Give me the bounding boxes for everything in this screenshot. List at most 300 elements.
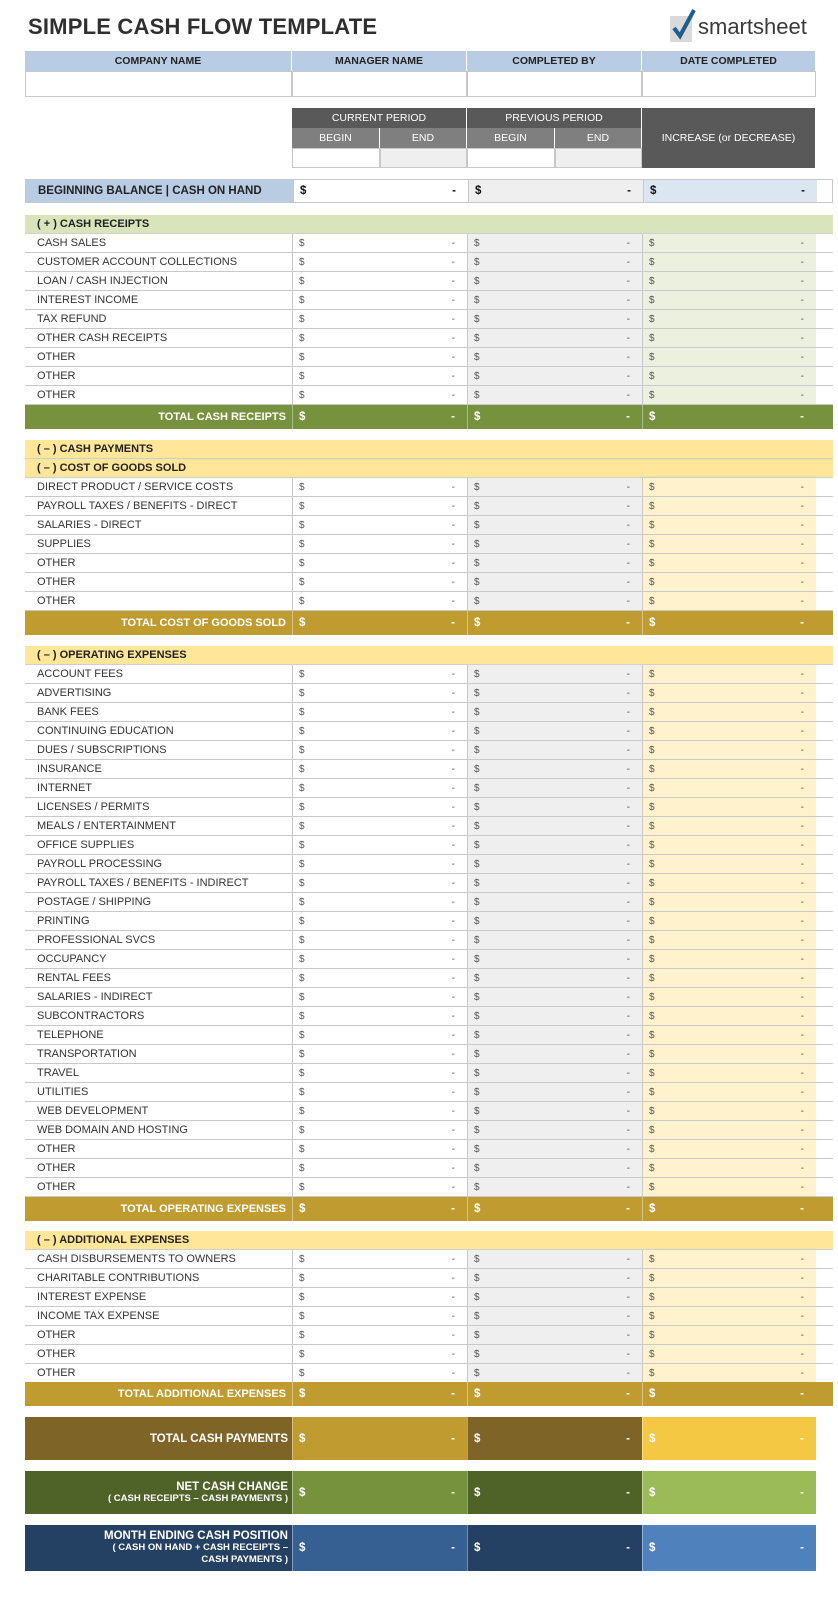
previous-value-cell[interactable] <box>467 722 642 740</box>
opex-row <box>25 1007 833 1026</box>
currency-symbol: $ <box>474 411 481 423</box>
cash-receipts-heading <box>25 215 833 234</box>
previous-value-cell[interactable] <box>467 817 642 835</box>
change-value-cell <box>642 1364 816 1382</box>
header-field-input[interactable] <box>292 71 467 97</box>
current-value-cell[interactable] <box>292 779 467 797</box>
change-value-cell <box>642 234 816 252</box>
opex-row-label: UTILITIES <box>37 1086 89 1098</box>
receipt-row-label: OTHER <box>37 370 76 382</box>
previous-value-cell[interactable] <box>467 1345 642 1363</box>
opex-row <box>25 722 833 741</box>
current-value-cell[interactable] <box>292 1045 467 1063</box>
change-value-cell <box>642 779 816 797</box>
previous-value-cell[interactable] <box>467 1307 642 1325</box>
previous-value-cell[interactable] <box>467 665 642 683</box>
previous-value-cell[interactable] <box>467 554 642 572</box>
currency-symbol: $ <box>474 1124 480 1136</box>
value-dash: - <box>626 953 630 965</box>
opex-row <box>25 703 833 722</box>
currency-symbol: $ <box>474 687 480 699</box>
currency-symbol: $ <box>649 538 655 550</box>
value-dash: - <box>800 617 804 629</box>
current-value-cell[interactable] <box>292 348 467 366</box>
currency-symbol: $ <box>299 1010 305 1022</box>
opex-row-label: LICENSES / PERMITS <box>37 801 150 813</box>
previous-month-ending-cash-row-cell <box>467 1525 642 1571</box>
currency-symbol: $ <box>474 1388 481 1400</box>
previous-value-cell[interactable] <box>467 1140 642 1158</box>
currency-symbol: $ <box>649 617 656 629</box>
currency-symbol: $ <box>649 332 655 344</box>
previous-value-cell[interactable] <box>467 988 642 1006</box>
currency-symbol: $ <box>649 687 655 699</box>
current-value-cell[interactable] <box>292 1026 467 1044</box>
change-value-cell <box>642 1083 816 1101</box>
previous-period-header: PREVIOUS PERIOD <box>467 108 642 128</box>
current-value-cell[interactable] <box>292 855 467 873</box>
current-value-cell[interactable] <box>292 272 467 290</box>
period-date-input[interactable] <box>555 148 642 168</box>
previous-value-cell[interactable] <box>467 950 642 968</box>
previous-value-cell[interactable] <box>467 1269 642 1287</box>
value-dash: - <box>451 1086 455 1098</box>
currency-symbol: $ <box>474 972 480 984</box>
currency-symbol: $ <box>299 820 305 832</box>
change-value-cell <box>642 367 816 385</box>
current-value-cell[interactable] <box>292 516 467 534</box>
currency-symbol: $ <box>474 1203 481 1215</box>
opex-row <box>25 1045 833 1064</box>
current-value-cell[interactable] <box>292 817 467 835</box>
currency-symbol: $ <box>299 1329 305 1341</box>
additional-row <box>25 1345 833 1364</box>
current-value-cell[interactable] <box>292 1007 467 1025</box>
beginning-balance-current[interactable] <box>293 180 468 202</box>
value-dash: - <box>626 557 630 569</box>
change-value-cell <box>642 855 816 873</box>
change-value-cell <box>642 348 816 366</box>
previous-value-cell[interactable] <box>467 592 642 610</box>
current-value-cell[interactable] <box>292 291 467 309</box>
current-value-cell[interactable] <box>292 1083 467 1101</box>
previous-value-cell[interactable] <box>467 386 642 404</box>
current-value-cell[interactable] <box>292 703 467 721</box>
previous-value-cell[interactable] <box>467 1159 642 1177</box>
current-value-cell[interactable] <box>292 310 467 328</box>
value-dash: - <box>451 744 455 756</box>
change-value-cell <box>642 760 816 778</box>
value-dash: - <box>451 595 455 607</box>
current-total-cell <box>292 1197 467 1221</box>
receipt-row-label: CUSTOMER ACCOUNT COLLECTIONS <box>37 256 238 268</box>
total-additional-row-label: TOTAL ADDITIONAL EXPENSES <box>117 1388 286 1400</box>
currency-symbol: $ <box>649 668 655 680</box>
current-value-cell[interactable] <box>292 684 467 702</box>
total-cash-receipts-row <box>25 405 833 429</box>
total-cash-payments-row <box>25 1417 833 1460</box>
value-dash: - <box>451 820 455 832</box>
value-dash: - <box>626 275 630 287</box>
current-value-cell[interactable] <box>292 1345 467 1363</box>
previous-value-cell[interactable] <box>467 1007 642 1025</box>
additional-row <box>25 1288 833 1307</box>
value-dash: - <box>451 1388 455 1400</box>
current-value-cell[interactable] <box>292 893 467 911</box>
value-dash: - <box>800 668 804 680</box>
current-value-cell[interactable] <box>292 1250 467 1268</box>
current-value-cell[interactable] <box>292 912 467 930</box>
previous-value-cell[interactable] <box>467 779 642 797</box>
value-dash: - <box>626 370 630 382</box>
current-value-cell[interactable] <box>292 665 467 683</box>
currency-symbol: $ <box>299 500 305 512</box>
value-dash: - <box>800 839 804 851</box>
value-dash: - <box>451 972 455 984</box>
total-opex-row-label: TOTAL OPERATING EXPENSES <box>120 1203 286 1215</box>
value-dash: - <box>626 1067 630 1079</box>
opex-row-label: TELEPHONE <box>37 1029 104 1041</box>
current-value-cell[interactable] <box>292 1159 467 1177</box>
cogs-row-label: OTHER <box>37 576 76 588</box>
previous-value-cell[interactable] <box>467 497 642 515</box>
previous-value-cell[interactable] <box>467 272 642 290</box>
currency-symbol: $ <box>649 1010 655 1022</box>
value-dash: - <box>451 915 455 927</box>
value-dash: - <box>800 294 804 306</box>
opex-row-label: ADVERTISING <box>37 687 112 699</box>
currency-symbol: $ <box>649 1029 655 1041</box>
header-field-label: COMPANY NAME <box>25 51 292 71</box>
currency-symbol: $ <box>649 519 655 531</box>
beginning-balance-previous[interactable] <box>468 180 643 202</box>
value-dash: - <box>626 687 630 699</box>
value-dash: - <box>626 500 630 512</box>
current-value-cell[interactable] <box>292 329 467 347</box>
value-dash: - <box>800 1143 804 1155</box>
current-value-cell[interactable] <box>292 1064 467 1082</box>
currency-symbol: $ <box>649 576 655 588</box>
previous-value-cell[interactable] <box>467 855 642 873</box>
value-dash: - <box>800 332 804 344</box>
currency-symbol: $ <box>474 256 480 268</box>
current-value-cell[interactable] <box>292 722 467 740</box>
currency-symbol: $ <box>649 896 655 908</box>
change-value-cell <box>642 684 816 702</box>
current-value-cell[interactable] <box>292 760 467 778</box>
period-date-input[interactable] <box>292 148 380 168</box>
additional-row-label: INTEREST EXPENSE <box>37 1291 147 1303</box>
current-value-cell[interactable] <box>292 497 467 515</box>
previous-value-cell[interactable] <box>467 703 642 721</box>
value-dash: - <box>800 763 804 775</box>
period-date-input[interactable] <box>380 148 467 168</box>
additional-expenses-heading <box>25 1231 833 1250</box>
previous-value-cell[interactable] <box>467 893 642 911</box>
previous-value-cell[interactable] <box>467 1250 642 1268</box>
currency-symbol: $ <box>474 782 480 794</box>
currency-symbol: $ <box>649 744 655 756</box>
currency-symbol: $ <box>299 763 305 775</box>
current-value-cell[interactable] <box>292 592 467 610</box>
previous-value-cell[interactable] <box>467 1026 642 1044</box>
currency-symbol: $ <box>649 557 655 569</box>
value-dash: - <box>626 411 630 423</box>
previous-value-cell[interactable] <box>467 1083 642 1101</box>
cogs-row <box>25 592 833 611</box>
current-value-cell[interactable] <box>292 741 467 759</box>
currency-symbol: $ <box>299 1181 305 1193</box>
previous-value-cell[interactable] <box>467 1121 642 1139</box>
currency-symbol: $ <box>474 744 480 756</box>
previous-value-cell[interactable] <box>467 1288 642 1306</box>
currency-symbol: $ <box>649 1329 655 1341</box>
previous-end-header: END <box>555 128 642 148</box>
previous-total-cell <box>467 1382 642 1406</box>
opex-row-label: OCCUPANCY <box>37 953 107 965</box>
change-value-cell <box>642 817 816 835</box>
current-value-cell[interactable] <box>292 1288 467 1306</box>
previous-value-cell[interactable] <box>467 798 642 816</box>
value-dash: - <box>626 1162 630 1174</box>
previous-value-cell[interactable] <box>467 348 642 366</box>
change-value-cell <box>642 592 816 610</box>
value-dash: - <box>626 1143 630 1155</box>
header-field-input[interactable] <box>467 71 642 97</box>
value-dash: - <box>626 1048 630 1060</box>
value-dash: - <box>451 1291 455 1303</box>
value-dash: - <box>800 1388 804 1400</box>
currency-symbol: $ <box>474 595 480 607</box>
previous-value-cell[interactable] <box>467 516 642 534</box>
currency-symbol: $ <box>299 877 305 889</box>
previous-total-cell <box>467 1197 642 1221</box>
currency-symbol: $ <box>649 877 655 889</box>
total-opex-row <box>25 1197 833 1221</box>
value-dash: - <box>451 1162 455 1174</box>
current-value-cell[interactable] <box>292 1140 467 1158</box>
change-value-cell <box>642 950 816 968</box>
change-value-cell <box>642 1269 816 1287</box>
value-dash: - <box>626 617 630 629</box>
opex-row <box>25 760 833 779</box>
cogs-row <box>25 497 833 516</box>
change-value-cell <box>642 912 816 930</box>
current-value-cell[interactable] <box>292 798 467 816</box>
value-dash: - <box>800 1203 804 1215</box>
previous-value-cell[interactable] <box>467 329 642 347</box>
additional-expenses-heading-label: ( – ) ADDITIONAL EXPENSES <box>37 1234 190 1246</box>
current-value-cell[interactable] <box>292 950 467 968</box>
current-value-cell[interactable] <box>292 478 467 496</box>
cash-payments-heading-label: ( – ) CASH PAYMENTS <box>37 443 154 455</box>
value-dash: - <box>451 934 455 946</box>
currency-symbol: $ <box>299 389 305 401</box>
value-dash: - <box>800 1542 804 1554</box>
period-date-input[interactable] <box>467 148 555 168</box>
currency-symbol: $ <box>649 1253 655 1265</box>
previous-value-cell[interactable] <box>467 760 642 778</box>
value-dash: - <box>451 1029 455 1041</box>
currency-symbol: $ <box>649 820 655 832</box>
currency-symbol: $ <box>299 1310 305 1322</box>
currency-symbol: $ <box>474 557 480 569</box>
receipt-row <box>25 291 833 310</box>
value-dash: - <box>800 896 804 908</box>
month-ending-cash-row-label <box>25 1525 292 1571</box>
currency-symbol: $ <box>649 953 655 965</box>
currency-symbol: $ <box>474 1291 480 1303</box>
current-value-cell[interactable] <box>292 554 467 572</box>
receipt-row-label: INTEREST INCOME <box>37 294 139 306</box>
previous-value-cell[interactable] <box>467 684 642 702</box>
previous-value-cell[interactable] <box>467 1102 642 1120</box>
currency-symbol: $ <box>474 1329 480 1341</box>
currency-symbol: $ <box>299 1348 305 1360</box>
previous-value-cell[interactable] <box>467 573 642 591</box>
previous-value-cell[interactable] <box>467 1064 642 1082</box>
previous-value-cell[interactable] <box>467 1045 642 1063</box>
current-value-cell[interactable] <box>292 386 467 404</box>
current-value-cell[interactable] <box>292 874 467 892</box>
additional-row-label: OTHER <box>37 1367 76 1379</box>
value-dash: - <box>800 1029 804 1041</box>
value-dash: - <box>451 858 455 870</box>
change-month-ending-cash-row-cell <box>642 1525 816 1571</box>
value-dash: - <box>626 1203 630 1215</box>
value-dash: - <box>800 538 804 550</box>
value-dash: - <box>800 1329 804 1341</box>
cogs-row <box>25 516 833 535</box>
value-dash: - <box>800 1105 804 1117</box>
previous-value-cell[interactable] <box>467 535 642 553</box>
currency-symbol: $ <box>299 1486 306 1499</box>
value-dash: - <box>626 1272 630 1284</box>
currency-symbol: $ <box>474 763 480 775</box>
previous-value-cell[interactable] <box>467 931 642 949</box>
current-period-header: CURRENT PERIOD <box>292 108 467 128</box>
currency-symbol: $ <box>649 706 655 718</box>
current-value-cell[interactable] <box>292 969 467 987</box>
currency-symbol: $ <box>649 351 655 363</box>
currency-symbol: $ <box>299 351 305 363</box>
current-value-cell[interactable] <box>292 1269 467 1287</box>
value-dash: - <box>800 595 804 607</box>
change-value-cell <box>642 1326 816 1344</box>
previous-value-cell[interactable] <box>467 969 642 987</box>
current-value-cell[interactable] <box>292 367 467 385</box>
currency-symbol: $ <box>299 481 305 493</box>
value-dash: - <box>451 1010 455 1022</box>
previous-value-cell[interactable] <box>467 741 642 759</box>
current-value-cell[interactable] <box>292 836 467 854</box>
current-value-cell[interactable] <box>292 253 467 271</box>
currency-symbol: $ <box>649 1181 655 1193</box>
opex-row <box>25 893 833 912</box>
value-dash: - <box>800 991 804 1003</box>
value-dash: - <box>800 820 804 832</box>
current-value-cell[interactable] <box>292 234 467 252</box>
previous-value-cell[interactable] <box>467 836 642 854</box>
month-ending-cash-row-subtitle: ( CASH ON HAND + CASH RECEIPTS – CASH PAYMENTS ) <box>112 1542 288 1565</box>
currency-symbol: $ <box>649 725 655 737</box>
value-dash: - <box>626 896 630 908</box>
previous-value-cell[interactable] <box>467 478 642 496</box>
current-value-cell[interactable] <box>292 535 467 553</box>
opex-row-label: OFFICE SUPPLIES <box>37 839 135 851</box>
value-dash: - <box>626 725 630 737</box>
current-value-cell[interactable] <box>292 1326 467 1344</box>
value-dash: - <box>451 725 455 737</box>
change-header: INCREASE (or DECREASE) <box>642 108 816 168</box>
current-value-cell[interactable] <box>292 1121 467 1139</box>
receipt-row-label: OTHER <box>37 351 76 363</box>
current-value-cell[interactable] <box>292 1307 467 1325</box>
currency-symbol: $ <box>299 557 305 569</box>
value-dash: - <box>626 991 630 1003</box>
previous-value-cell[interactable] <box>467 1326 642 1344</box>
value-dash: - <box>800 858 804 870</box>
currency-symbol: $ <box>474 1542 481 1554</box>
value-dash: - <box>451 389 455 401</box>
previous-value-cell[interactable] <box>467 234 642 252</box>
previous-value-cell[interactable] <box>467 253 642 271</box>
opex-row-label: BANK FEES <box>37 706 99 718</box>
value-dash: - <box>626 294 630 306</box>
currency-symbol: $ <box>474 858 480 870</box>
current-value-cell[interactable] <box>292 931 467 949</box>
value-dash: - <box>800 557 804 569</box>
value-dash: - <box>451 576 455 588</box>
currency-symbol: $ <box>474 617 481 629</box>
previous-value-cell[interactable] <box>467 1178 642 1196</box>
cogs-heading <box>25 459 833 478</box>
currency-symbol: $ <box>299 1143 305 1155</box>
opex-row-label: CONTINUING EDUCATION <box>37 725 174 737</box>
value-dash: - <box>626 1181 630 1193</box>
value-dash: - <box>451 411 455 423</box>
value-dash: - <box>800 481 804 493</box>
value-dash: - <box>451 617 455 629</box>
change-value-cell <box>642 478 816 496</box>
previous-begin-header: BEGIN <box>467 128 555 148</box>
previous-value-cell[interactable] <box>467 912 642 930</box>
currency-symbol: $ <box>474 668 480 680</box>
previous-value-cell[interactable] <box>467 367 642 385</box>
current-value-cell[interactable] <box>292 1178 467 1196</box>
currency-symbol: $ <box>299 1105 305 1117</box>
header-field-input[interactable] <box>642 71 816 97</box>
opex-row <box>25 665 833 684</box>
value-dash: - <box>626 351 630 363</box>
current-value-cell[interactable] <box>292 573 467 591</box>
previous-value-cell[interactable] <box>467 1364 642 1382</box>
currency-symbol: $ <box>649 370 655 382</box>
value-dash: - <box>626 1367 630 1379</box>
current-value-cell[interactable] <box>292 1102 467 1120</box>
opex-row-label: SUBCONTRACTORS <box>37 1010 145 1022</box>
currency-symbol: $ <box>649 839 655 851</box>
current-value-cell[interactable] <box>292 1364 467 1382</box>
current-value-cell[interactable] <box>292 988 467 1006</box>
previous-value-cell[interactable] <box>467 291 642 309</box>
previous-value-cell[interactable] <box>467 310 642 328</box>
currency-symbol: $ <box>649 858 655 870</box>
operating-expenses-heading <box>25 646 833 665</box>
header-field-input[interactable] <box>25 71 292 97</box>
previous-value-cell[interactable] <box>467 874 642 892</box>
change-value-cell <box>642 874 816 892</box>
